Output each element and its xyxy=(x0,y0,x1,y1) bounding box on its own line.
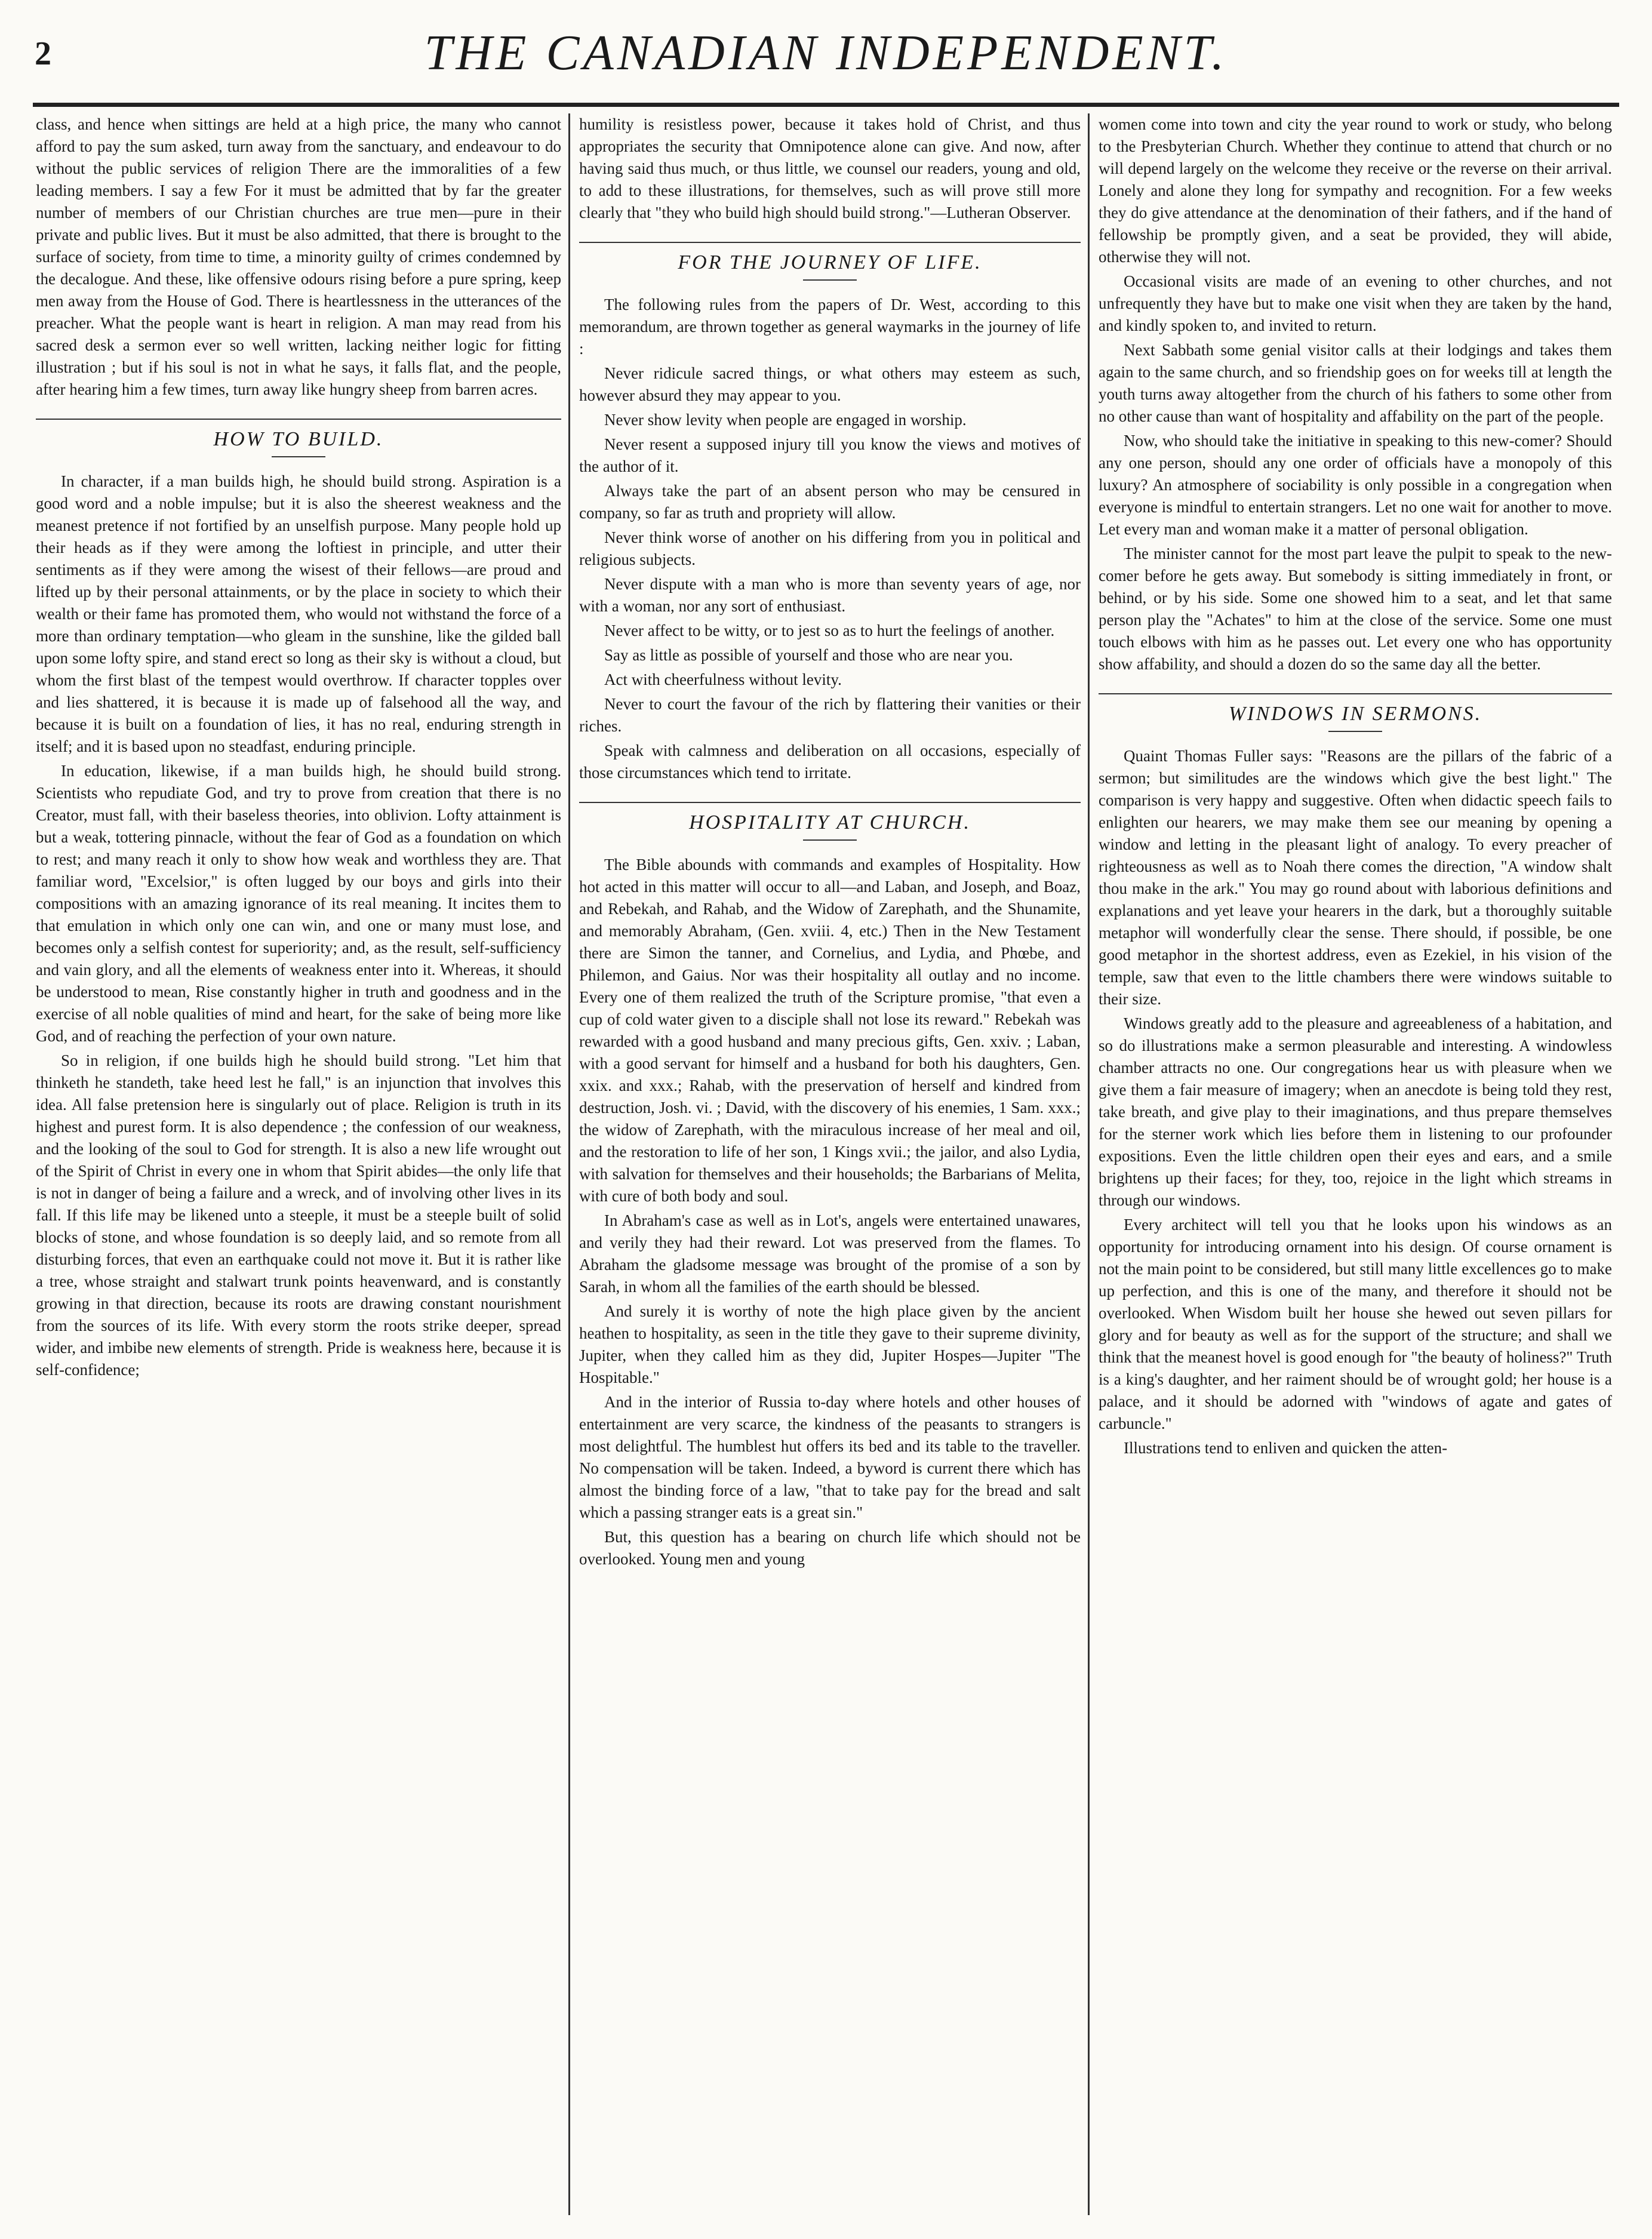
article-paragraph: Occasional visits are made of an evening to other churches, and not unfrequently they have but to make one visit when they are taken by the hand, and kindly spoken to, and invited to return. xyxy=(1099,272,1612,334)
article-paragraph: Speak with calmness and deliberation on all occasions, especially of those circumstances which tend to irritate. xyxy=(579,742,1081,782)
article-paragraph: In Abraham's case as well as in Lot's, angels were entertained unawares, and verily they had their reward. Lot was preserved from the flames. To Abraham the gladsome message was brought of the promise of a son by Sarah, in whom all the families of the earth should be blessed. xyxy=(579,1211,1081,1296)
page-number: 2 xyxy=(35,35,51,72)
column-2 xyxy=(579,113,1081,2215)
section-heading: HOSPITALITY AT CHURCH. xyxy=(579,802,1081,841)
article-paragraph: Never dispute with a man who is more than seventy years of age, nor with a woman, nor any sort of enthusiast. xyxy=(579,575,1081,615)
article-paragraph: Never think worse of another on his differing from you in political and religious subjects. xyxy=(579,528,1081,568)
article-paragraph: Never show levity when people are engaged in worship. xyxy=(604,411,967,429)
article-paragraph: Next Sabbath some genial visitor calls at their lodgings and takes them again to the same church, and so friendship goes on for weeks till at length the youth turns away altogether from the church of his fathers to some other from no other cause than want of hospitality and affability on the part of the people. xyxy=(1099,341,1612,425)
article-paragraph: Always take the part of an absent person who may be censured in company, so far as truth and propriety will allow. xyxy=(579,482,1081,522)
article-paragraph: So in religion, if one builds high he should build strong. "Let him that thinketh he standeth, take heed lest he fall," is an injunction that involves this idea. All false pretension here is singularly out of place. Religion is truth in its highest and purest form. It is also dependence ; the confession of our weakness, and the looking of the soul to God for strength. It is also a new life wrought out of the Spirit of Christ in every one in whom that Spirit abides—the only life that is not in danger of being a failure and a wreck, and of involving other lives in its fall. If this life may be likened unto a steeple, it must be a steeple built of solid blocks of stone, and whose foundation is so deeply laid, and so remote from all disturbing forces, that even an earthquake could not move it. But it is rather like a tree, whose straight and stalwart trunk points heavenward, and is constantly growing in that direction, because its roots are drawing constant nourishment from the sources of its life. With every storm the roots strike deeper, spread wider, and imbibe new elements of strength. Pride is weakness here, because it is self-confidence; xyxy=(36,1051,561,1379)
article-paragraph: Windows greatly add to the pleasure and agreeableness of a habitation, and so do illustrations make a sermon pleasurable and interesting. A windowless chamber attracts no one. Our congregations hear us with pleasure when we give them a fair measure of imagery; when an anecdote is being told they rest, take breath, and give play to their imaginations, and thus prepare themselves for the sterner work which lies before them in listening to our profounder expositions. Even the little children open their eyes and ears, and a smile brightens up their faces; for they, too, rejoice in the light which streams in through our windows. xyxy=(1099,1014,1612,1209)
article-paragraph: Quaint Thomas Fuller says: "Reasons are the pillars of the fabric of a sermon; but similitudes are the windows which give the best light." The comparison is very happy and suggestive. Often when didactic speech fails to enlighten our hearers, we may make them see our meaning by opening a window and letting in the pleasant light of analogy. To every preacher of righteousness as well as to Noah there comes the direction, "A window shalt thou make in the ark." You may go round about with laborious definitions and explanations and yet leave your hearers in the dark, but a thoroughly suitable metaphor will wonderfully clear the sense. There should, if possible, be one good metaphor in the shortest address, even as Ezekiel, in his vision of the temple, saw that even to the little chambers there were windows suitable to their size. xyxy=(1099,747,1612,1008)
header-rule xyxy=(33,103,1619,107)
column-divider xyxy=(568,113,570,2215)
article-paragraph: Illustrations tend to enliven and quicken the atten- xyxy=(1124,1439,1448,1457)
column-1 xyxy=(36,113,561,2215)
article-paragraph: class, and hence when sittings are held at a high price, the many who cannot afford to pay the sum asked, turn away from the sanctuary, and endeavour to do without the public services of religion There are the immoralities of a few leading members. I say a few For it must be admitted that by far the greater number of members of our Christian churches are true men—pure in their private and public lives. But it must be also admitted, that there is brought to the surface of society, from time to time, a minority guilty of crimes condemned by the decalogue. And these, like offensive odours rising before a pure spring, keep men away from the House of God. There is heartlessness in the utterances of the preacher. What the people want is heart in religion. A man may read from his sacred desk a sermon ever so well written, lacking neither logic for fitting illustration ; but if his soul is not in what he says, it falls flat, and the people, after hearing him a few times, turn away like hungry sheep from barren acres. xyxy=(36,115,561,398)
article-paragraph: And in the interior of Russia to-day where hotels and other houses of entertainment are very scarce, the kindness of the peasants to strangers is most delightful. The humblest hut offers its bed and its table to the traveller. No compensation will be taken. Indeed, a byword is current there which has almost the binding force of a law, "that to take pay for the bread and salt which a passing stranger eats is a great sin." xyxy=(579,1393,1081,1521)
article-paragraph: In education, likewise, if a man builds high, he should build strong. Scientists who repudiate God, and try to prove from creation that there is no Creator, must fall, with their baseless theories, into oblivion. Lofty attainment is but a weak, tottering pinnacle, without the fear of God as a foundation on which to rest; and many reach it only to show how weak and worthless they are. That familiar word, "Excelsior," is often lugged by our boys and girls into their compositions with an amazing ignorance of its real meaning. It incites them to that emulation in which only one can win, and one or many must lose, and becomes only a selfish contest for superiority; and, as the result, self-sufficiency and vain glory, and all the elements of weakness enter into it. Whereas, it should be understood to mean, Rise constantly higher in truth and goodness and in the exercise of all noble qualities of mind and heart, for the sake of being more like God, and of reaching the perfection of your own nature. xyxy=(36,762,561,1045)
masthead-title: THE CANADIAN INDEPENDENT. xyxy=(424,25,1228,81)
section-heading: HOW TO BUILD. xyxy=(36,419,561,457)
article-paragraph: Say as little as possible of yourself and those who are near you. xyxy=(604,646,1013,664)
article-paragraph: humility is resistless power, because it takes hold of Christ, and thus appropriates the security that Omnipotence alone can give. And now, after having said thus much, or thus little, we counsel our readers, young and old, to add to these illustrations, for themselves, such as will prove still more clearly that "they who build high should build strong."—Lutheran Observer. xyxy=(579,115,1081,222)
article-paragraph: Never ridicule sacred things, or what others may esteem as such, however absurd they may appear to you. xyxy=(579,364,1081,404)
article-paragraph: The Bible abounds with commands and examples of Hospitality. How hot acted in this matter will occur to all—and Laban, and Joseph, and Boaz, and Rebekah, and Rahab, and the Widow of Zarephath, and the Shunamite, and memorably Abraham, (Gen. xviii. 4, etc.) Then in the New Testament there are Simon the tanner, and Cornelius, and Lydia, and Phœbe, and Philemon, and Gaius. Nor was their hospitality all outlay and no income. Every one of them realized the truth of the Scripture promise, "that even a cup of cold water given to a disciple shall not lose its reward." Rebekah was rewarded with a good husband and many precious gifts, Gen. xxiv. ; Laban, with a good servant for himself and a husband for both his daughters, Gen. xxix. and xxx.; Rahab, with the preservation of herself and kindred from destruction, Josh. vi. ; David, with the discovery of his enemies, 1 Sam. xxx.; the widow of Zarephath, with the miraculous increase of her meal and oil, and the restoration to life of her son, 1 Kings xvii.; the jailor, and also Lydia, with salvation for themselves and their households; the Barbarians of Melita, with cure of both body and soul. xyxy=(579,856,1081,1205)
article-paragraph: In character, if a man builds high, he should build strong. Aspiration is a good word and a noble impulse; but it is also the sheerest weakness and the meanest pretence if not fortified by an unselfish purpose. Many people hold up their heads as if they were among the loftiest in principle, and utter their sentiments as if they were among the wisest of their fellows—are proud and lifted up by their personal attainments, or by the place in society to which their wealth or their fame has promoted them, who would not withstand the force of a more than ordinary temptation—who gleam in the sunshine, like the gilded ball upon some lofty spire, and stand erect so long as their sky is without a cloud, but whom the first blast of the tempest would overthrow. If character topples over and lies shattered, it is because it is made up of falsehood all the way, and because it is built on a foundation of lies, it has no real, enduring strength in itself; and it is based upon no steadfast, enduring principle. xyxy=(36,472,561,755)
article-paragraph: Every architect will tell you that he looks upon his windows as an opportunity for introducing ornament into his design. Of course ornament is not the main point to be considered, but still many little excellences go to make up perfection, and this is one of the many, and therefore it should not be overlooked. When Wisdom built her house she hewed out seven pillars for glory and for beauty as well as for the support of the structure; and shall we think that the meanest hovel is good enough for "the beauty of holiness?" Truth is a king's daughter, and her raiment should be of wrought gold; her house is a palace, and it should be adorned with "windows of agate and gates of carbuncle." xyxy=(1099,1216,1612,1432)
article-paragraph: Act with cheerfulness without levity. xyxy=(604,671,842,688)
article-paragraph: But, this question has a bearing on church life which should not be overlooked. Young men and young xyxy=(579,1528,1081,1568)
article-paragraph: The following rules from the papers of Dr. West, according to this memorandum, are thrown together as general waymarks in the journey of life : xyxy=(579,296,1081,358)
article-paragraph: Never resent a supposed injury till you know the views and motives of the author of it. xyxy=(579,435,1081,475)
article-paragraph: Never affect to be witty, or to jest so as to hurt the feelings of another. xyxy=(604,622,1055,639)
article-paragraph: women come into town and city the year round to work or study, who belong to the Presbyterian Church. Whether they continue to attend that church or no will depend largely on the welcome they receive or the reverse on their arrival. Lonely and alone they long for sympathy and recognition. For a few weeks they do give attendance at the denomination of their fathers, and if the hand of fellowship be promptly given, and a seat be provided, they will abide, otherwise they will not. xyxy=(1099,115,1612,266)
section-heading: WINDOWS IN SERMONS. xyxy=(1099,693,1612,732)
column-3 xyxy=(1099,113,1612,2215)
section-heading: FOR THE JOURNEY OF LIFE. xyxy=(579,242,1081,281)
column-divider xyxy=(1088,113,1090,2215)
article-paragraph: Never to court the favour of the rich by flattering their vanities or their riches. xyxy=(579,695,1081,735)
article-paragraph: Now, who should take the initiative in speaking to this new-comer? Should any one person, should any one order of officials have a monopoly of this luxury? An atmosphere of sociability is only possible in a congregation when everyone is mindful to entertain strangers. Let no one wait for another to move. Let every man and woman make it a matter of personal obligation. xyxy=(1099,432,1612,538)
article-paragraph: And surely it is worthy of note the high place given by the ancient heathen to hospitality, as seen in the title they gave to their supreme divinity, Jupiter, when they called him as they did, Jupiter Hospes—Jupiter "The Hospitable." xyxy=(579,1302,1081,1386)
article-paragraph: The minister cannot for the most part leave the pulpit to speak to the new-comer before he gets away. But somebody is sitting immediately in front, or behind, or by his side. Some one showed him to a seat, and let that same person play the "Achates" to him at the close of the service. Some one must touch elbows with him as he passes out. Let every one who has opportunity show affability, and should a dozen do so the same day all the better. xyxy=(1099,545,1612,673)
